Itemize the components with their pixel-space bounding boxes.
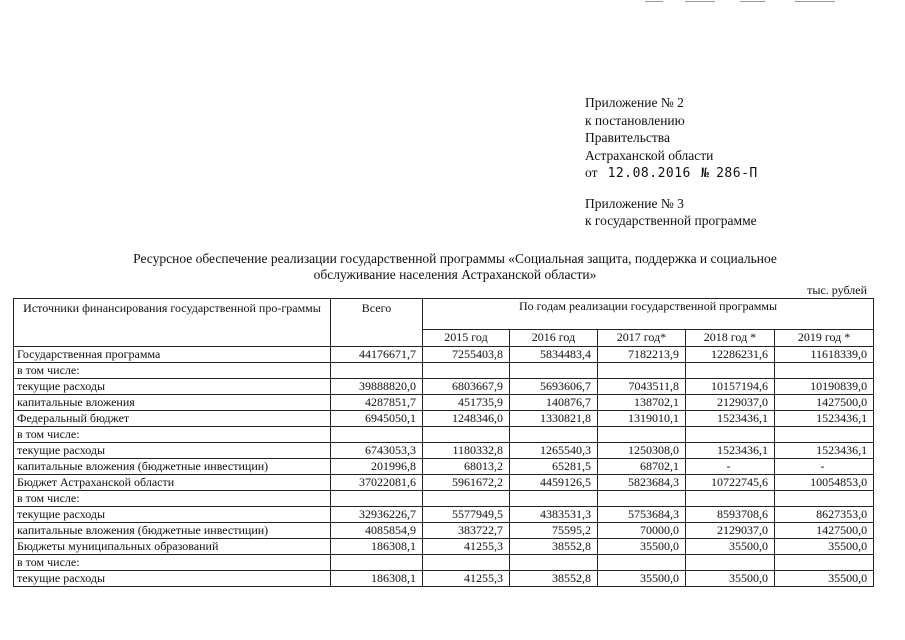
cell-year-value: 70000,0 (598, 523, 686, 539)
cell-year-value: 140876,7 (510, 395, 598, 411)
cell-year-value: 1180332,8 (423, 443, 510, 459)
cell-year-value (775, 427, 874, 443)
row-label: капитальные вложения (бюджетные инвестиции) (14, 523, 331, 539)
cell-year-value: 5961672,2 (423, 475, 510, 491)
scan-edge-marks (645, 0, 885, 3)
table-row (14, 491, 874, 507)
cell-year-value: 138702,1 (598, 395, 686, 411)
cell-total: 44176671,7 (331, 347, 423, 363)
cell-year-value: 68702,1 (598, 459, 686, 475)
table-row (14, 363, 874, 379)
header-total: Всего (331, 299, 423, 347)
number-sign: № (701, 166, 710, 181)
appendix-title: Приложение № 2 (585, 95, 684, 110)
cell-year-value: 1319010,1 (598, 411, 686, 427)
cell-total (331, 427, 423, 443)
cell-year-value: 41255,3 (423, 539, 510, 555)
cell-year-value (423, 491, 510, 507)
cell-total (331, 555, 423, 571)
header-year: 2015 год (423, 330, 510, 347)
cell-year-value (510, 491, 598, 507)
row-label: текущие расходы (14, 379, 331, 395)
cell-year-value: 1250308,0 (598, 443, 686, 459)
cell-year-value (686, 363, 775, 379)
resolution-date-line (585, 164, 758, 183)
table-row (14, 427, 874, 443)
row-label: Федеральный бюджет (14, 411, 331, 427)
units-label: тыс. рублей (807, 283, 867, 297)
cell-year-value: 35500,0 (598, 539, 686, 555)
cell-year-value: 11618339,0 (775, 347, 874, 363)
cell-year-value (598, 363, 686, 379)
cell-year-value: 1523436,1 (686, 411, 775, 427)
appendix-block (585, 94, 758, 230)
cell-year-value: 38552,8 (510, 571, 598, 587)
row-label: текущие расходы (14, 507, 331, 523)
table-row (14, 507, 874, 523)
header-year: 2018 год * (686, 330, 775, 347)
table-row (14, 475, 874, 491)
cell-total: 4287851,7 (331, 395, 423, 411)
cell-year-value: 1330821,8 (510, 411, 598, 427)
cell-year-value: 38552,8 (510, 539, 598, 555)
cell-year-value: 451735,9 (423, 395, 510, 411)
cell-year-value (686, 555, 775, 571)
cell-year-value: 1523436,1 (686, 443, 775, 459)
cell-year-value: 1427500,0 (775, 523, 874, 539)
table-row (14, 555, 874, 571)
cell-year-value: 10190839,0 (775, 379, 874, 395)
row-label: текущие расходы (14, 571, 331, 587)
cell-year-value: 41255,3 (423, 571, 510, 587)
cell-year-value: - (686, 459, 775, 475)
title-line: Ресурсное обеспечение реализации государственной программы «Социальная защита, поддержка и социальное (133, 251, 777, 266)
resolution-number: 286-П (716, 166, 758, 181)
cell-year-value: 35500,0 (686, 571, 775, 587)
cell-year-value (598, 427, 686, 443)
appendix-line: Астраханской области (585, 147, 714, 163)
cell-year-value (423, 363, 510, 379)
cell-year-value: 35500,0 (686, 539, 775, 555)
cell-total (331, 363, 423, 379)
cell-year-value: 10157194,6 (686, 379, 775, 395)
cell-year-value: 65281,5 (510, 459, 598, 475)
table-row (14, 523, 874, 539)
table-row (14, 411, 874, 427)
cell-year-value: 1523436,1 (775, 411, 874, 427)
cell-year-value: 5823684,3 (598, 475, 686, 491)
cell-year-value: 5834483,4 (510, 347, 598, 363)
table-row (14, 571, 874, 587)
header-year: 2017 год* (598, 330, 686, 347)
cell-year-value (510, 427, 598, 443)
row-label: в том числе: (14, 363, 331, 379)
table-row (14, 459, 874, 475)
cell-total: 6743053,3 (331, 443, 423, 459)
cell-year-value: 8593708,6 (686, 507, 775, 523)
header-year: 2016 год (510, 330, 598, 347)
cell-year-value: 12286231,6 (686, 347, 775, 363)
document-title (40, 251, 870, 283)
table-row (14, 539, 874, 555)
cell-year-value: 35500,0 (775, 539, 874, 555)
cell-year-value: 4383531,3 (510, 507, 598, 523)
cell-total: 186308,1 (331, 539, 423, 555)
cell-year-value (686, 491, 775, 507)
resolution-date: 12.08.2016 (607, 166, 691, 181)
cell-year-value: 8627353,0 (775, 507, 874, 523)
cell-year-value: 5577949,5 (423, 507, 510, 523)
row-label: капитальные вложения (14, 395, 331, 411)
cell-year-value: 4459126,5 (510, 475, 598, 491)
cell-year-value (423, 427, 510, 443)
cell-year-value (598, 555, 686, 571)
table-row (14, 379, 874, 395)
resource-table (13, 298, 874, 587)
cell-total: 32936226,7 (331, 507, 423, 523)
cell-year-value: 2129037,0 (686, 395, 775, 411)
row-label: в том числе: (14, 555, 331, 571)
cell-year-value: 6803667,9 (423, 379, 510, 395)
header-year: 2019 год * (775, 330, 874, 347)
title-line: обслуживание населения Астраханской области» (313, 267, 597, 282)
cell-total: 201996,8 (331, 459, 423, 475)
cell-total (331, 491, 423, 507)
date-prefix: от (585, 165, 598, 180)
cell-year-value: 5693606,7 (510, 379, 598, 395)
table-row (14, 443, 874, 459)
table-row (14, 395, 874, 411)
header-source: Источники финансирования государственной про-граммы (14, 299, 331, 347)
cell-year-value: 1427500,0 (775, 395, 874, 411)
header-by-years: По годам реализации государственной программы (423, 299, 874, 330)
cell-total: 186308,1 (331, 571, 423, 587)
cell-year-value: 68013,2 (423, 459, 510, 475)
cell-year-value (775, 555, 874, 571)
row-label: в том числе: (14, 491, 331, 507)
cell-total: 37022081,6 (331, 475, 423, 491)
cell-year-value: 7255403,8 (423, 347, 510, 363)
row-label: в том числе: (14, 427, 331, 443)
cell-year-value: 383722,7 (423, 523, 510, 539)
cell-year-value: 1248346,0 (423, 411, 510, 427)
cell-year-value (598, 491, 686, 507)
cell-year-value (686, 427, 775, 443)
cell-year-value: 10054853,0 (775, 475, 874, 491)
cell-year-value (423, 555, 510, 571)
cell-year-value (510, 363, 598, 379)
cell-year-value: 1523436,1 (775, 443, 874, 459)
cell-year-value (775, 363, 874, 379)
row-label: текущие расходы (14, 443, 331, 459)
row-label: Бюджет Астраханской области (14, 475, 331, 491)
row-label: Государственная программа (14, 347, 331, 363)
appendix-line: к государственной программе (585, 213, 757, 228)
row-label: Бюджеты муниципальных образований (14, 539, 331, 555)
cell-year-value (510, 555, 598, 571)
cell-year-value: 5753684,3 (598, 507, 686, 523)
cell-year-value (775, 491, 874, 507)
row-label: капитальные вложения (бюджетные инвестиции) (14, 459, 331, 475)
table-row (14, 347, 874, 363)
cell-total: 6945050,1 (331, 411, 423, 427)
appendix-line: к постановлению (585, 112, 685, 128)
cell-year-value: 10722745,6 (686, 475, 775, 491)
cell-year-value: 35500,0 (775, 571, 874, 587)
cell-total: 4085854,9 (331, 523, 423, 539)
table-body (14, 347, 874, 587)
appendix-title: Приложение № 3 (585, 195, 684, 211)
cell-year-value: 7043511,8 (598, 379, 686, 395)
appendix-line: Правительства (585, 130, 670, 145)
cell-year-value: 7182213,9 (598, 347, 686, 363)
cell-year-value: 1265540,3 (510, 443, 598, 459)
cell-year-value: 75595,2 (510, 523, 598, 539)
cell-total: 39888820,0 (331, 379, 423, 395)
cell-year-value: - (775, 459, 874, 475)
cell-year-value: 35500,0 (598, 571, 686, 587)
cell-year-value: 2129037,0 (686, 523, 775, 539)
